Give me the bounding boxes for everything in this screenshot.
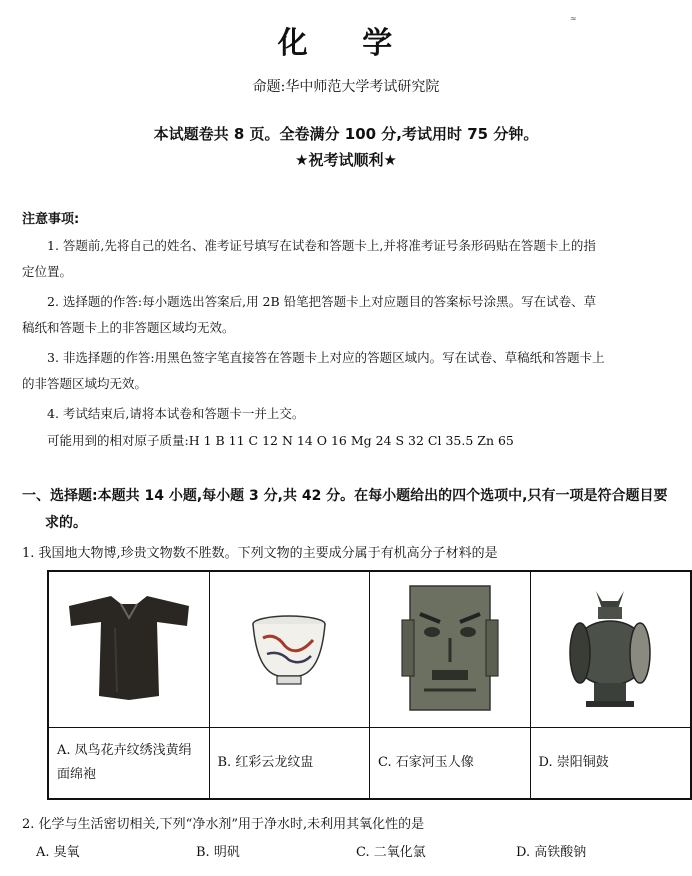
- artifact-cell: [370, 571, 531, 728]
- artifact-option-c[interactable]: C. 石家河玉人像: [370, 728, 531, 800]
- atomic-mass-line: 可能用到的相对原子质量:H 1 B 11 C 12 N 14 O 16 Mg 24 S 32 Cl 35.5 Zn 65: [47, 433, 514, 448]
- q2-option-b[interactable]: B. 明矾: [196, 845, 240, 860]
- artifact-cell: [48, 571, 209, 728]
- bronze-drum-image: [540, 583, 680, 713]
- artifact-option-d[interactable]: D. 崇阳铜鼓: [530, 728, 691, 800]
- artifact-cell: [209, 571, 370, 728]
- exam-setter: 命题:华中师范大学考试研究院: [252, 79, 440, 95]
- jade-figure-image: [380, 578, 520, 718]
- section-heading: 一、选择题:本题共 14 小题,每小题 3 分,共 42 分。在每小题给出的四个选项中,只有一项是符合题目要: [22, 488, 668, 504]
- notice-line: 4. 考试结束后,请将本试卷和答题卡一并上交。: [47, 406, 305, 421]
- artifact-cell: [530, 571, 691, 728]
- artifact-option-a[interactable]: A. 凤鸟花卉纹绣浅黄绢面绵袍: [48, 728, 209, 800]
- page-title: 化 学: [277, 26, 415, 61]
- notice-heading: 注意事项:: [22, 212, 80, 227]
- artifact-option-b[interactable]: B. 红彩云龙纹盅: [209, 728, 370, 800]
- artifact-table: [47, 570, 692, 800]
- notice-line: 稿纸和答题卡上的非答题区域均无效。: [22, 320, 235, 335]
- notice-line: 的非答题区域均无效。: [22, 376, 148, 391]
- notice-line: 3. 非选择题的作答:用黑色签字笔直接答在答题卡上对应的答题区域内。写在试卷、草稿纸和答题卡上: [47, 350, 605, 365]
- porcelain-cup-image: [219, 588, 359, 708]
- question-1-stem: 1. 我国地大物博,珍贵文物数不胜数。下列文物的主要成分属于有机高分子材料的是: [22, 546, 498, 561]
- notice-line: 2. 选择题的作答:每小题选出答案后,用 2B 铅笔把答题卡上对应题目的答案标号涂黑。写在试卷、草: [47, 294, 597, 309]
- exam-info: 本试题卷共 8 页。全卷满分 100 分,考试用时 75 分钟。: [153, 125, 539, 143]
- question-2-stem: 2. 化学与生活密切相关,下列“净水剂”用于净水时,未利用其氧化性的是: [22, 817, 425, 832]
- notice-line: 定位置。: [22, 264, 73, 279]
- silk-robe-image: [59, 588, 199, 708]
- section-heading-cont: 求的。: [45, 515, 87, 531]
- q2-option-c[interactable]: C. 二氧化氯: [356, 845, 426, 860]
- corner-mark: ≈: [570, 14, 577, 23]
- q2-option-a[interactable]: A. 臭氧: [36, 845, 80, 860]
- exam-wish: ★祝考试顺利★: [295, 151, 397, 169]
- notice-line: 1. 答题前,先将自己的姓名、准考证号填写在试卷和答题卡上,并将准考证号条形码贴在答题卡上的指: [47, 238, 596, 253]
- q2-option-d[interactable]: D. 高铁酸钠: [516, 845, 587, 860]
